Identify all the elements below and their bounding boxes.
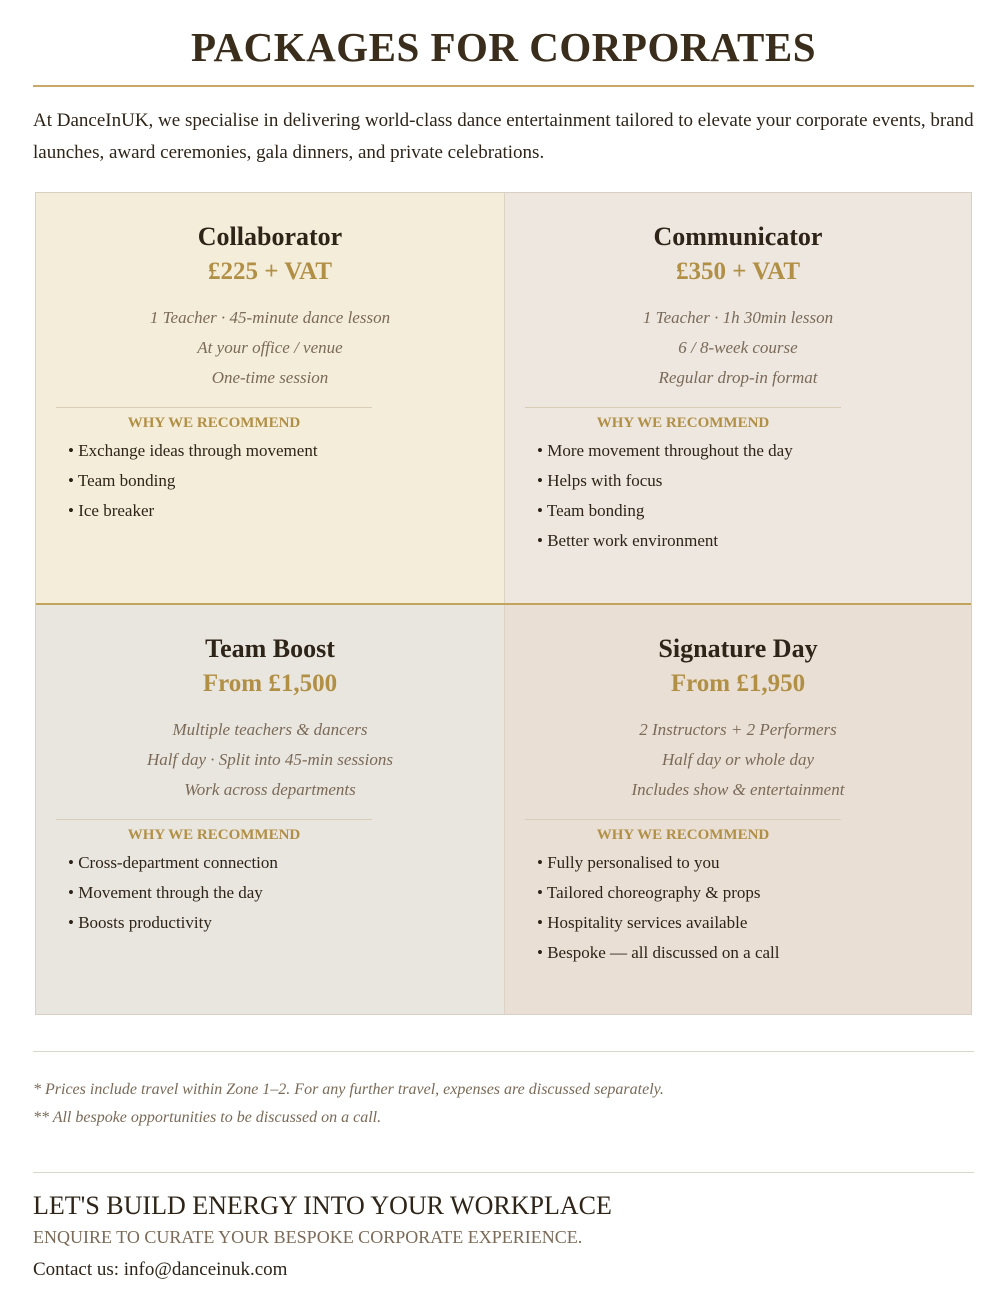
package-price: From £1,950 [670,670,806,697]
package-detail: 2 Instructors + 2 Performers [639,720,837,739]
notes-divider [33,1051,974,1052]
benefit-item: • Helps with focus [537,471,663,490]
contact-email[interactable]: Contact us: info@danceinuk.com [33,1259,288,1280]
package-name: Collaborator [197,222,343,251]
footnotes [33,1076,974,1132]
package-detail: At your office / venue [197,338,343,357]
package-detail: Half day or whole day [661,750,815,769]
package-detail: Half day · Split into 45-min sessions [146,750,394,769]
benefit-item: • Exchange ideas through movement [68,441,318,460]
benefit-item: • Better work environment [537,531,719,550]
package-name: Team Boost [205,634,335,663]
benefit-item: • Cross-department connection [68,853,278,872]
title-divider [33,85,974,87]
package-card-signature-day [504,605,971,1014]
package-card-team-boost [36,605,504,1014]
cta-heading: LET'S BUILD ENERGY INTO YOUR WORKPLACE [33,1191,612,1220]
why-recommend-label: WHY WE RECOMMEND [596,415,770,431]
benefit-item: • Movement through the day [68,883,263,902]
benefit-item: • Tailored choreography & props [537,883,761,902]
intro-paragraph: At DanceInUK, we specialise in delivering world-class dance entertainment tailored to elevate your corporate events, brand launches, award ceremonies, gala dinners, and private celebrations. [33,110,974,163]
page [33,0,974,1280]
package-detail: 1 Teacher · 45-minute dance lesson [149,308,391,327]
package-detail: Regular drop-in format [658,368,818,387]
cta-subheading: ENQUIRE TO CURATE YOUR BESPOKE CORPORATE EXPERIENCE. [33,1227,583,1247]
why-divider [56,819,372,820]
benefits-list [505,436,971,556]
package-detail: Multiple teachers & dancers [172,720,368,739]
footnote: ** All bespoke opportunities to be discussed on a call. [33,1109,382,1126]
packages-grid [35,192,972,1015]
package-details [36,715,504,805]
why-recommend-label: WHY WE RECOMMEND [127,827,301,843]
why-divider [525,819,841,820]
benefit-item: • More movement throughout the day [537,441,793,460]
package-detail: 6 / 8-week course [678,338,798,357]
package-details [505,715,971,805]
why-divider [525,407,841,408]
benefit-item: • Boosts productivity [68,913,212,932]
why-recommend-label: WHY WE RECOMMEND [596,827,770,843]
package-name: Signature Day [658,634,818,663]
benefit-item: • Team bonding [68,471,176,490]
benefits-list [36,436,504,526]
footnote: * Prices include travel within Zone 1–2. For any further travel, expenses are discussed separately. [33,1081,664,1098]
benefit-item: • Team bonding [537,501,645,520]
benefit-item: • Bespoke — all discussed on a call [537,943,780,962]
package-price: £350 + VAT [676,258,800,285]
page-title: PACKAGES FOR CORPORATES [190,24,817,70]
package-detail: Work across departments [184,780,356,799]
package-detail: One-time session [211,368,329,387]
package-price: £225 + VAT [208,258,332,285]
why-divider [56,407,372,408]
package-detail: 1 Teacher · 1h 30min lesson [642,308,834,327]
benefits-list [505,848,971,968]
benefit-item: • Fully personalised to you [537,853,720,872]
package-card-communicator [504,193,971,603]
package-price: From £1,500 [202,670,338,697]
package-details [505,303,971,393]
cta-divider [33,1172,974,1173]
package-details [36,303,504,393]
benefit-item: • Hospitality services available [537,913,748,932]
package-card-collaborator [36,193,504,603]
package-name: Communicator [653,222,823,251]
package-detail: Includes show & entertainment [631,780,845,799]
why-recommend-label: WHY WE RECOMMEND [127,415,301,431]
benefit-item: • Ice breaker [68,501,155,520]
benefits-list [36,848,504,938]
